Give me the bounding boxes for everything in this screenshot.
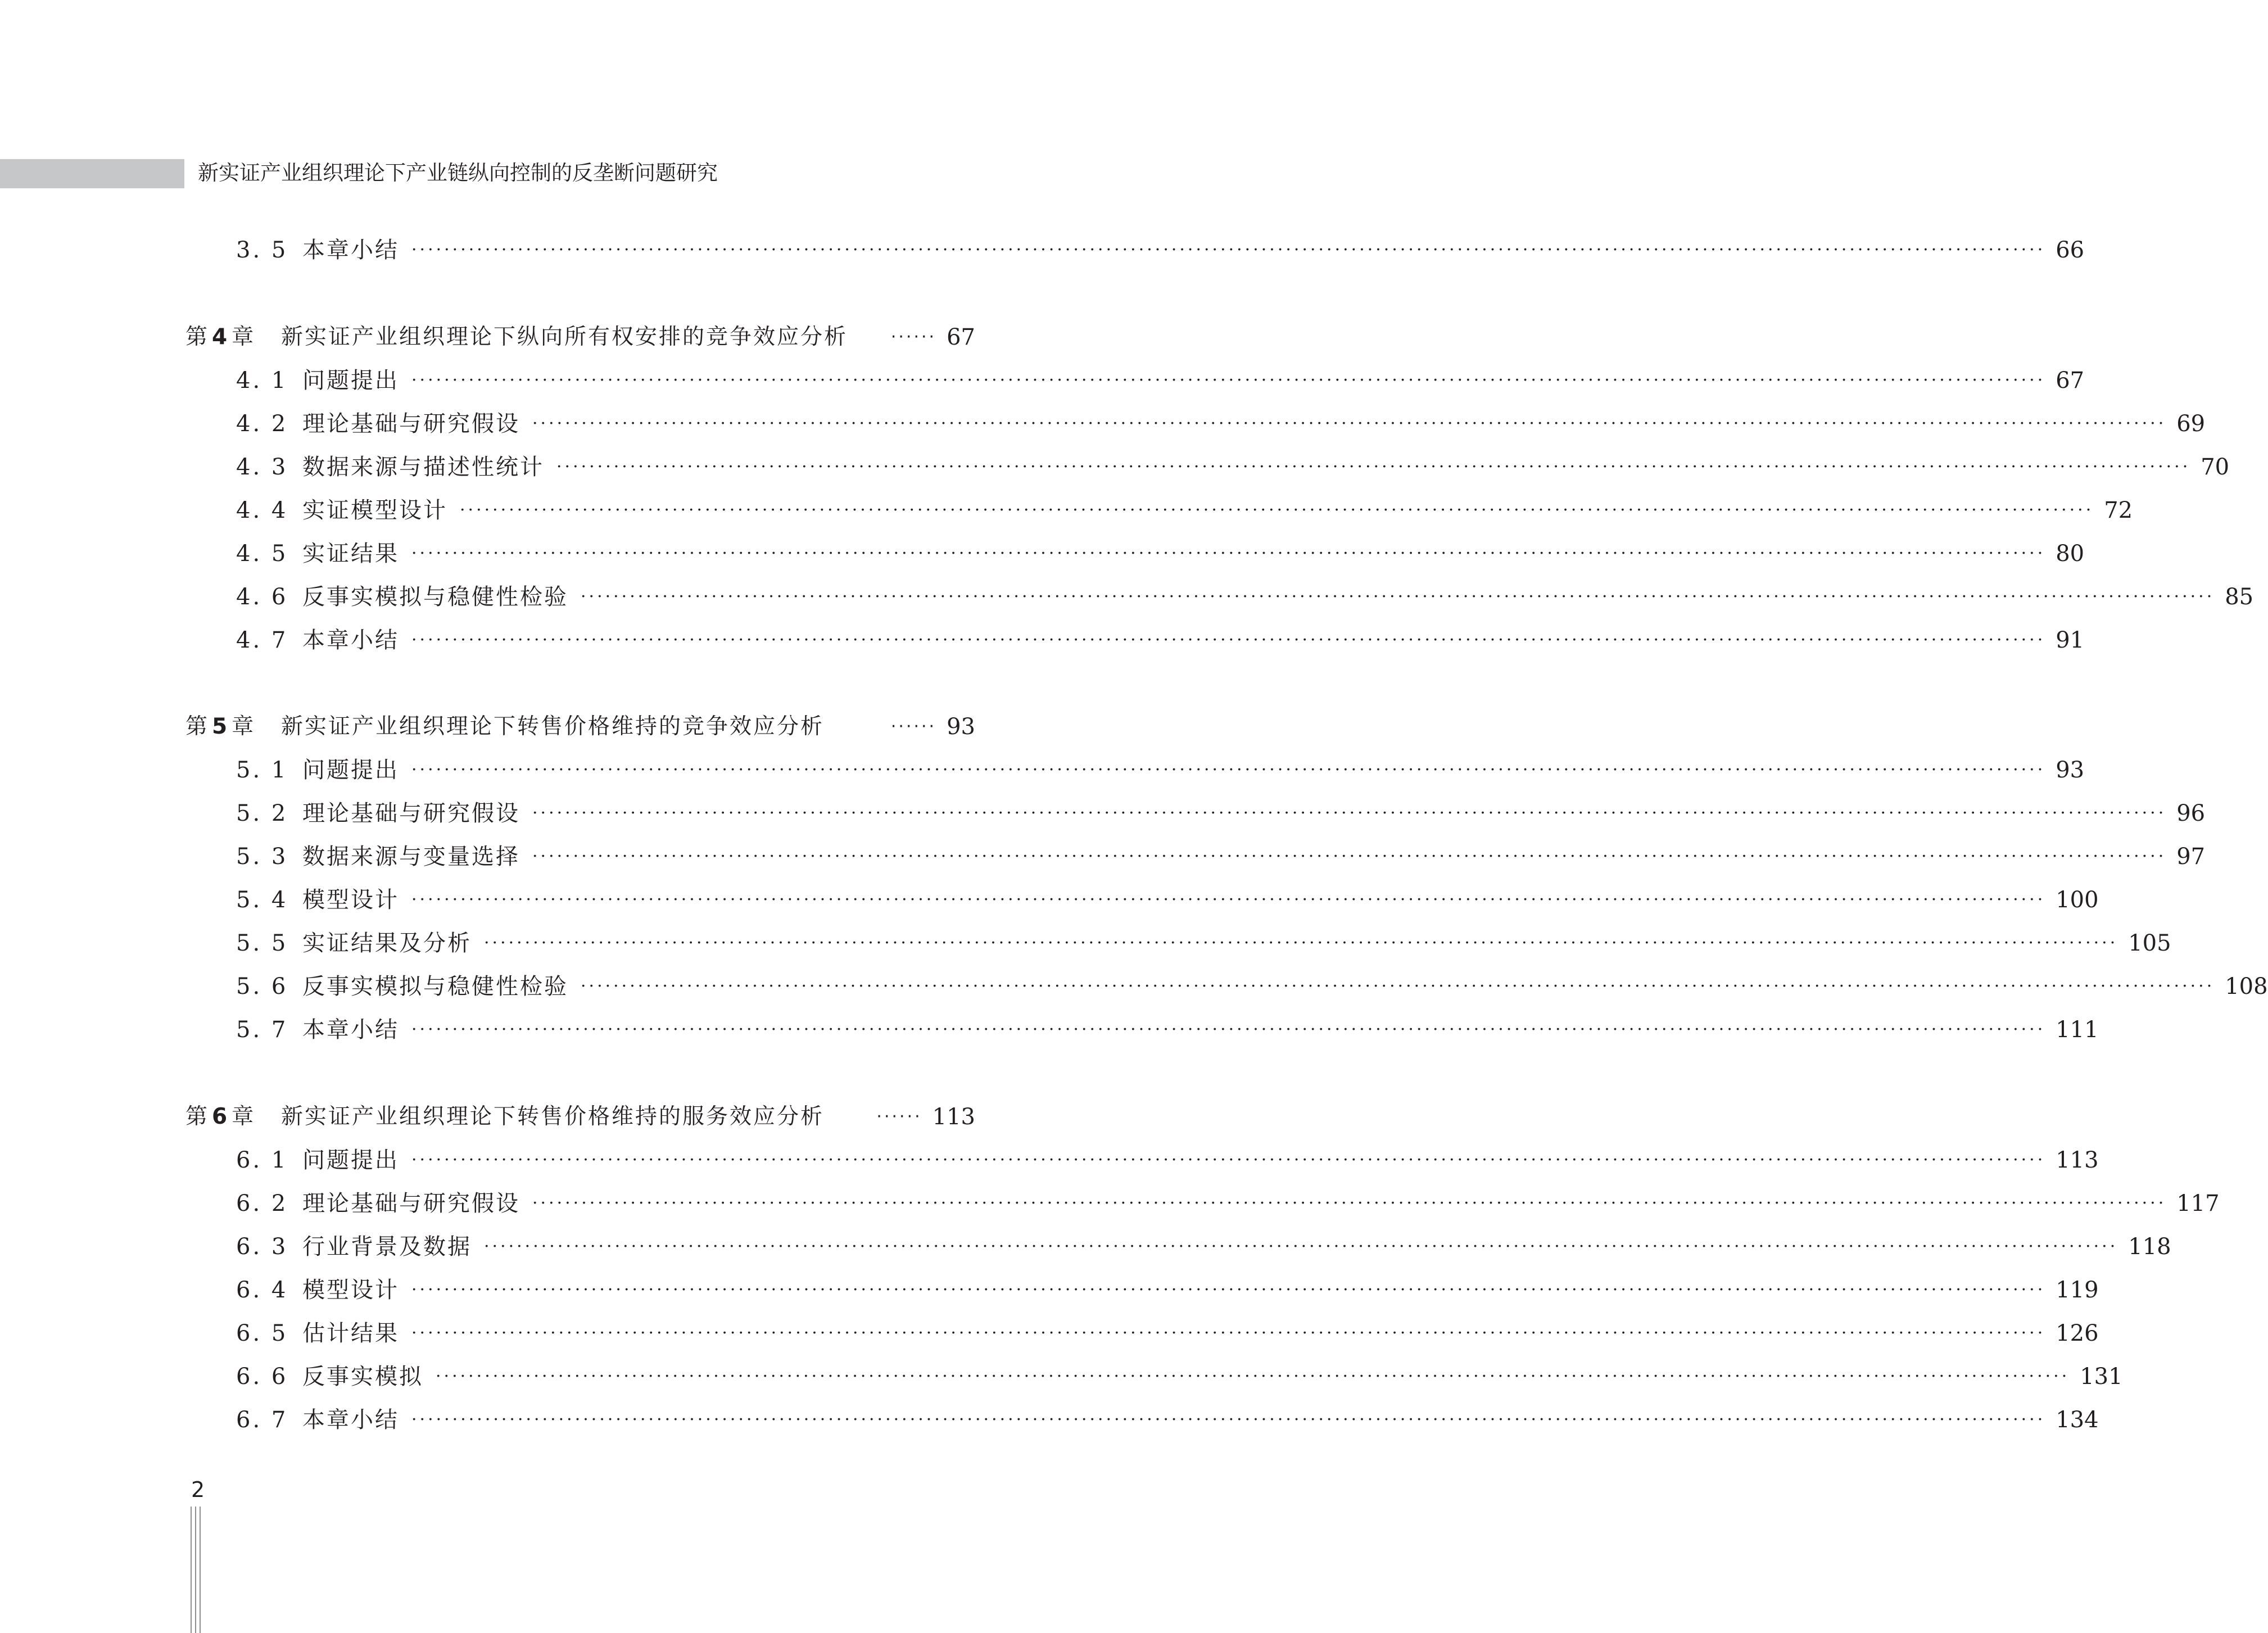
toc-entry-title: 数据来源与描述性统计	[302, 454, 544, 480]
chapter-number: 4	[212, 324, 229, 350]
toc-entry-page: 134	[2056, 1407, 2099, 1433]
toc-entry-page: 93	[2056, 757, 2085, 783]
toc-entry-number: 4. 5	[236, 541, 288, 567]
toc-entry-title: 本章小结	[302, 1017, 399, 1043]
toc-entry-page: 108	[2225, 974, 2268, 999]
toc-leader-dots: ········································································································································································································	[411, 240, 2046, 260]
toc-section-entry	[185, 1230, 2171, 1264]
toc-entry-page: 97	[2176, 844, 2206, 870]
toc-entry-page: 126	[2056, 1320, 2099, 1346]
toc-entry-number: 6. 5	[236, 1320, 288, 1346]
toc-section-entry	[185, 537, 2085, 571]
toc-entry-number: 6. 7	[236, 1407, 288, 1433]
toc-entry-title: 行业背景及数据	[302, 1234, 472, 1260]
toc-entry-page: 113	[2056, 1147, 2099, 1173]
toc-section-entry	[185, 970, 2268, 1003]
toc-chapter-entry	[185, 320, 975, 354]
toc-section-entry	[185, 753, 2085, 787]
toc-entry-page: 100	[2056, 887, 2099, 913]
chapter-prefix: 第	[185, 1104, 209, 1129]
toc-entry-number: 5. 5	[236, 930, 288, 956]
toc-entry-title: 问题提出	[302, 368, 399, 393]
toc-leader-dots: ········································································································································································································	[411, 890, 2046, 910]
toc-entry-title: 本章小结	[302, 237, 399, 263]
toc-leader-dots: ········································································································································································································	[532, 847, 2167, 866]
toc-section-entry	[185, 797, 2206, 830]
toc-leader-dots: ········································································································································································································	[484, 1237, 2118, 1256]
toc-section-entry	[185, 233, 2085, 267]
toc-chapter-entry	[185, 1100, 975, 1134]
toc-entry-title: 新实证产业组织理论下转售价格维持的服务效应分析	[281, 1104, 825, 1129]
toc-entry-number: 3. 5	[236, 237, 288, 263]
chapter-prefix: 第	[185, 324, 209, 350]
toc-entry-title: 新实证产业组织理论下纵向所有权安排的竞争效应分析	[281, 324, 848, 350]
toc-leader-dots: ········································································································································································································	[411, 1323, 2046, 1343]
toc-entry-page: 80	[2056, 541, 2085, 567]
toc-entry-number: 4. 2	[236, 411, 288, 437]
toc-leader-dots: ········································································································································································································	[484, 933, 2118, 953]
toc-leader-dots: ······	[890, 717, 937, 736]
toc-leader-dots: ········································································································································································································	[556, 457, 2191, 477]
toc-section-entry	[185, 1143, 2099, 1177]
chapter-suffix: 章	[232, 714, 255, 739]
toc-entry-title: 反事实模拟	[302, 1364, 423, 1390]
toc-entry-title: 新实证产业组织理论下转售价格维持的竞争效应分析	[281, 714, 825, 739]
chapter-prefix: 第	[185, 714, 209, 739]
toc-section-entry	[185, 494, 2133, 527]
toc-leader-dots: ········································································································································································································	[581, 587, 2215, 607]
toc-section-entry	[185, 1013, 2099, 1047]
toc-leader-dots: ········································································································································································································	[532, 803, 2167, 823]
toc-section-entry	[185, 623, 2085, 657]
toc-entry-page: 113	[932, 1104, 975, 1130]
toc-entry-number: 6. 1	[236, 1147, 288, 1173]
toc-entry-page: 91	[2056, 627, 2085, 653]
toc-entry-title: 问题提出	[302, 1147, 399, 1173]
toc-entry-page: 93	[947, 714, 975, 740]
toc-entry-title: 反事实模拟与稳健性检验	[302, 974, 568, 999]
toc-entry-page: 117	[2176, 1191, 2220, 1216]
toc-entry-number: 5. 3	[236, 844, 288, 870]
toc-leader-dots: ········································································································································································································	[411, 1410, 2046, 1430]
toc-leader-dots: ········································································································································································································	[581, 976, 2215, 996]
toc-entry-page: 105	[2128, 930, 2171, 956]
toc-leader-dots: ······	[890, 327, 937, 347]
toc-leader-dots: ········································································································································································································	[411, 760, 2046, 780]
toc-section-entry	[185, 1273, 2099, 1307]
toc-leader-dots: ········································································································································································································	[411, 1280, 2046, 1300]
toc-entry-title: 理论基础与研究假设	[302, 800, 520, 826]
toc-entry-page: 131	[2080, 1364, 2123, 1390]
toc-section-entry	[185, 580, 2254, 614]
toc-section-entry	[185, 883, 2099, 917]
toc-entry-number: 5. 6	[236, 974, 288, 999]
toc-entry-number: 6. 6	[236, 1364, 288, 1390]
toc-entry-title: 本章小结	[302, 1407, 399, 1433]
toc-section-entry	[185, 450, 2230, 484]
toc-entry-number: 5. 1	[236, 757, 288, 783]
toc-section-entry	[185, 1403, 2099, 1437]
toc-entry-title: 实证结果及分析	[302, 930, 472, 956]
toc-chapter-entry	[185, 710, 975, 744]
toc-leader-dots: ········································································································································································································	[532, 1193, 2167, 1213]
footer-vertical-rules	[191, 1507, 207, 1633]
chapter-number: 6	[212, 1104, 229, 1129]
toc-section-entry	[185, 1360, 2123, 1394]
toc-entry-page: 70	[2201, 454, 2230, 480]
toc-entry-number: 6. 2	[236, 1191, 288, 1216]
toc-section-entry	[185, 840, 2206, 874]
toc-entry-number: 5. 2	[236, 800, 288, 826]
toc-entry-page: 111	[2056, 1017, 2099, 1043]
toc-entry-page: 72	[2104, 497, 2133, 523]
toc-leader-dots: ········································································································································································································	[411, 370, 2046, 390]
header-gray-bar	[0, 159, 184, 188]
toc-entry-number: 6. 4	[236, 1277, 288, 1303]
toc-leader-dots: ······	[876, 1107, 922, 1127]
toc-entry-page: 118	[2128, 1234, 2171, 1260]
toc-entry-page: 85	[2225, 584, 2254, 610]
toc-section-entry	[185, 926, 2171, 960]
toc-leader-dots: ········································································································································································································	[532, 414, 2167, 433]
toc-entry-number: 4. 3	[236, 454, 288, 480]
chapter-suffix: 章	[232, 1104, 255, 1129]
toc-section-entry	[185, 1317, 2099, 1350]
toc-entry-number: 4. 1	[236, 368, 288, 393]
toc-leader-dots: ········································································································································································································	[411, 630, 2046, 650]
chapter-suffix: 章	[232, 324, 255, 350]
toc-entry-title: 问题提出	[302, 757, 399, 783]
toc-entry-number	[185, 710, 281, 744]
page-number: 2	[191, 1477, 205, 1502]
toc-entry-page: 119	[2056, 1277, 2099, 1303]
toc-entry-title: 本章小结	[302, 627, 399, 653]
toc-entry-number: 4. 7	[236, 627, 288, 653]
toc-leader-dots: ········································································································································································································	[460, 500, 2094, 520]
toc-entry-number: 6. 3	[236, 1234, 288, 1260]
toc-entry-number: 5. 4	[236, 887, 288, 913]
toc-entry-title: 模型设计	[302, 887, 399, 913]
toc-leader-dots: ········································································································································································································	[436, 1367, 2070, 1386]
running-head: 新实证产业组织理论下产业链纵向控制的反垄断问题研究	[198, 161, 718, 185]
toc-entry-title: 理论基础与研究假设	[302, 1191, 520, 1216]
toc-entry-page: 96	[2176, 800, 2206, 826]
toc-section-entry	[185, 407, 2206, 441]
toc-section-entry	[185, 364, 2085, 397]
toc-entry-title: 估计结果	[302, 1320, 399, 1346]
toc-leader-dots: ········································································································································································································	[411, 544, 2046, 563]
toc-entry-title: 数据来源与变量选择	[302, 844, 520, 870]
toc-entry-title: 实证结果	[302, 541, 399, 567]
toc-entry-title: 理论基础与研究假设	[302, 411, 520, 437]
toc-entry-number	[185, 1100, 281, 1134]
toc-entry-page: 67	[2056, 368, 2085, 393]
chapter-number: 5	[212, 714, 229, 739]
toc-entry-number	[185, 320, 281, 354]
toc-leader-dots: ········································································································································································································	[411, 1150, 2046, 1170]
toc-entry-number: 5. 7	[236, 1017, 288, 1043]
toc-entry-number: 4. 4	[236, 497, 288, 523]
toc-entry-number: 4. 6	[236, 584, 288, 610]
toc-entry-title: 实证模型设计	[302, 497, 447, 523]
toc-entry-title: 反事实模拟与稳健性检验	[302, 584, 568, 610]
toc-entry-title: 模型设计	[302, 1277, 399, 1303]
toc-entry-page: 69	[2176, 411, 2206, 437]
toc-leader-dots: ········································································································································································································	[411, 1020, 2046, 1039]
toc-entry-page: 67	[947, 324, 975, 350]
toc-entry-page: 66	[2056, 237, 2085, 263]
toc-section-entry	[185, 1187, 2220, 1220]
